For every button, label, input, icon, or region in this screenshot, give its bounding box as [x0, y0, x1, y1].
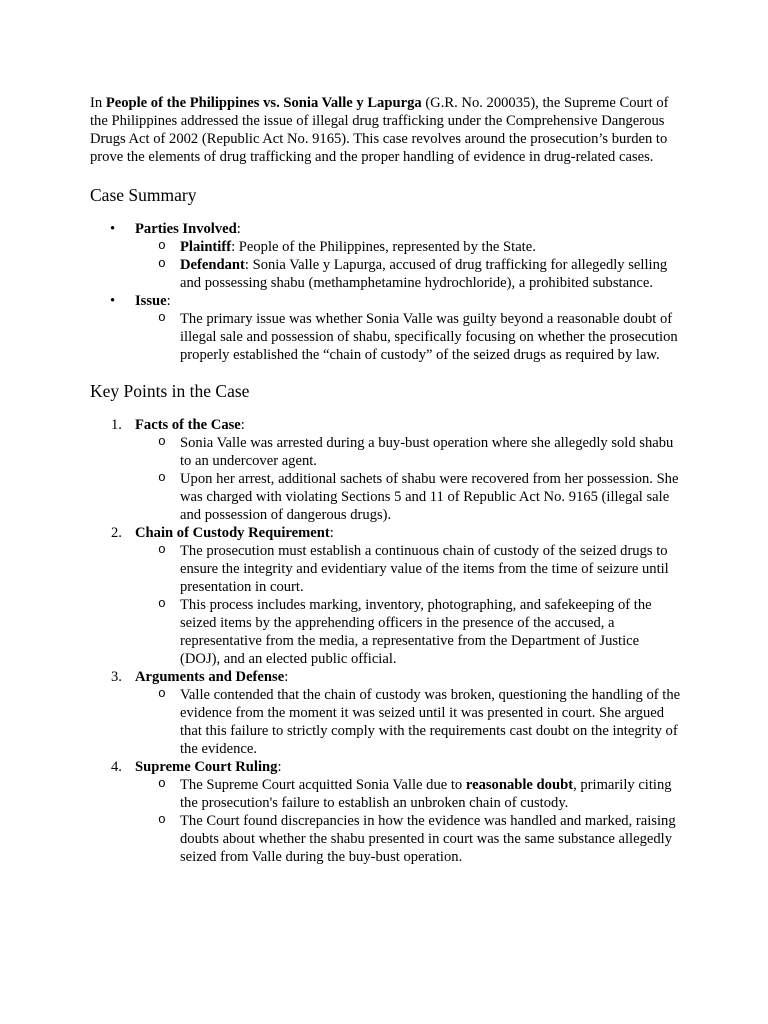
item-label: Issue: [135, 293, 167, 309]
label-colon: :: [240, 417, 245, 433]
item-number: 3.: [111, 669, 122, 685]
numbered-item: [90, 416, 682, 524]
numbered-item: [90, 758, 682, 866]
sub-bullet-glyph: o: [158, 310, 166, 325]
sub-bullet-glyph: o: [158, 256, 166, 271]
emphasis-text: reasonable doubt: [465, 777, 574, 793]
sub-item-text: Upon her arrest, additional sachets of shabu were recovered from her possession. She was charged with violating Sections 5 and 11 of Republic Act No. 9165 (illegal sale and possession of dangerous drugs).: [180, 471, 679, 523]
item-number: 4.: [111, 759, 122, 775]
sub-item-text: , primarily citing the prosecution's failure to establish an unbroken chain of custody.: [180, 777, 672, 811]
sub-bullet-glyph: o: [158, 812, 166, 827]
sub-list: [135, 776, 682, 866]
sub-item-label: Defendant: [180, 257, 245, 273]
sub-bullet-glyph: o: [158, 470, 166, 485]
item-number: 2.: [111, 525, 122, 541]
sub-list: [135, 310, 682, 364]
sub-list-item: [135, 256, 682, 292]
section-heading-case-summary: Case Summary: [90, 185, 197, 205]
intro-text: (G.R. No. 200035), the Supreme Court of the Philippines addressed the issue of illegal drug trafficking under the Comprehensive Dangerous Drugs Act of 2002 (Republic Act No. 9165). This case revolves around the prosecution’s burden to prove the elements of drug trafficking and the proper handling of evidence in drug-related cases.: [90, 95, 669, 165]
item-label: Supreme Court Ruling: [135, 759, 278, 775]
item-label: Parties Involved: [135, 221, 237, 237]
intro-prefix: In: [90, 95, 106, 111]
sub-list-item: [135, 310, 682, 364]
numbered-item: [90, 668, 682, 758]
document-body: [90, 94, 682, 866]
sub-list-item: [135, 470, 682, 524]
sub-item-text: : Sonia Valle y Lapurga, accused of drug trafficking for allegedly selling and possessing shabu (methamphetamine hydrochloride), a prohibited substance.: [180, 257, 668, 291]
item-number: 1.: [111, 417, 122, 433]
key-points-list: [90, 416, 682, 866]
sub-item-label: Plaintiff: [180, 239, 232, 255]
sub-bullet-glyph: o: [158, 542, 166, 557]
sub-item-text: Sonia Valle was arrested during a buy-bust operation where she allegedly sold shabu to an undercover agent.: [180, 435, 674, 469]
bullet-glyph: •: [110, 293, 116, 309]
sub-bullet-glyph: o: [158, 596, 166, 611]
list-item: [90, 220, 682, 292]
item-label: Arguments and Defense: [135, 669, 285, 685]
label-colon: :: [166, 293, 171, 309]
sub-item-text: The Court found discrepancies in how the evidence was handled and marked, raising doubts about whether the shabu presented in court was the same substance allegedly seized from Valle during the buy-bust operation.: [180, 813, 676, 865]
sub-list-item: [135, 812, 682, 866]
case-name: People of the Philippines vs. Sonia Valle y Lapurga: [105, 95, 422, 111]
sub-bullet-glyph: o: [158, 238, 166, 253]
sub-item-text: The Supreme Court acquitted Sonia Valle due to: [180, 777, 466, 793]
label-colon: :: [329, 525, 334, 541]
sub-item-text: The primary issue was whether Sonia Valle was guilty beyond a reasonable doubt of illegal sale and possession of shabu, specifically focusing on whether the prosecution properly established the “chain of custody” of the seized drugs as required by law.: [180, 311, 678, 363]
sub-list: [135, 686, 682, 758]
sub-item-text: The prosecution must establish a continuous chain of custody of the seized drugs to ensure the integrity and evidentiary value of the items from the time of seizure until presentation in court.: [180, 543, 669, 595]
item-label: Facts of the Case: [135, 417, 241, 433]
intro-paragraph: [90, 94, 682, 166]
sub-list-item: [135, 542, 682, 596]
sub-list-item: [135, 596, 682, 668]
label-colon: :: [236, 221, 241, 237]
section-heading-key-points: Key Points in the Case: [90, 381, 250, 401]
sub-list-item: [135, 686, 682, 758]
sub-list-item: [135, 776, 682, 812]
sub-item-text: : People of the Philippines, represented by the State.: [231, 239, 536, 255]
sub-bullet-glyph: o: [158, 686, 166, 701]
sub-item-text: This process includes marking, inventory, photographing, and safekeeping of the seized items by the apprehending officers in the presence of the accused, a representative from the media, a representative from the Department of Justice (DOJ), and an elected public official.: [180, 597, 652, 667]
list-item: [90, 292, 682, 364]
sub-list-item: [135, 238, 682, 256]
item-label: Chain of Custody Requirement: [135, 525, 330, 541]
sub-bullet-glyph: o: [158, 776, 166, 791]
sub-item-text: Valle contended that the chain of custody was broken, questioning the handling of the evidence from the moment it was seized until it was presented in court. She argued that this failure to strictly comply with the requirements cast doubt on the integrity of the evidence.: [180, 687, 681, 757]
sub-list: [135, 434, 682, 524]
sub-list-item: [135, 434, 682, 470]
bullet-glyph: •: [110, 221, 116, 237]
sub-list: [135, 542, 682, 668]
case-summary-list: [90, 220, 682, 364]
sub-list: [135, 238, 682, 292]
numbered-item: [90, 524, 682, 668]
label-colon: :: [284, 669, 289, 685]
sub-bullet-glyph: o: [158, 434, 166, 449]
label-colon: :: [277, 759, 282, 775]
